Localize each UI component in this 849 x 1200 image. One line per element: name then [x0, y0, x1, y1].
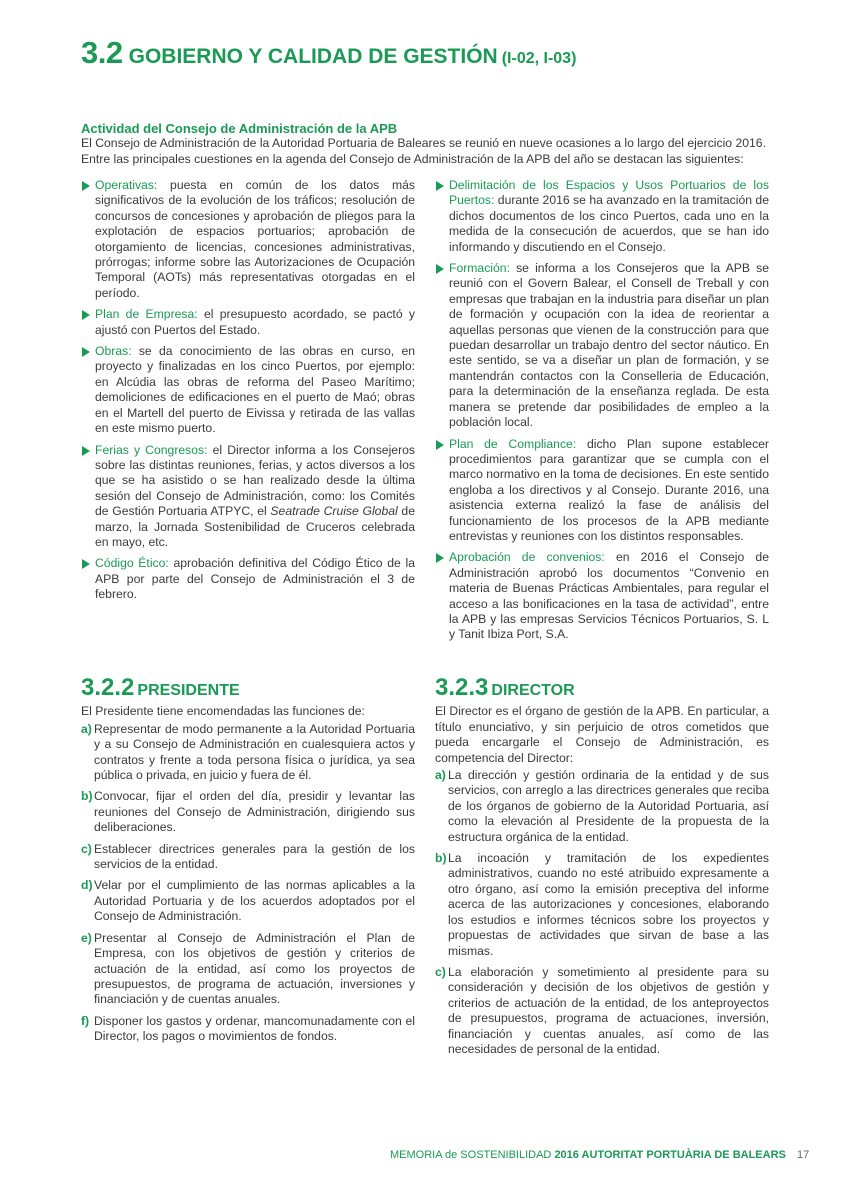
- item-text: de marzo, la Jornada Sostenibilidad de Cruceros celebrada en mayo, etc.: [95, 504, 415, 549]
- item-term: Formación:: [449, 261, 510, 276]
- item-text: durante 2016 se ha avanzado en la tramitación de dichos documentos de los cinco Puertos, cada uno en la medida de la consecución de acuerdos, que se han ido informando y discutiendo en el Consejo.: [449, 193, 769, 254]
- item-text: puesta en común de los datos más significativos de la evolución de los tráficos; resolución de concursos de concesiones y aprobación de pliegos para la explotación de espacios portuarios; aprobación de otorgamiento de licencias, concesiones administrativas, prórrogas; informe sobre las Autorizaciones de Ocupación Temporal (AOTs) más representativas otorgadas en el período.: [95, 178, 415, 300]
- presidente-section: [81, 674, 415, 1051]
- item-text: Velar por el cumplimiento de las normas aplicables a la Autoridad Portuaria y de los acuerdos adoptados por el Consejo de Administración.: [94, 878, 415, 924]
- presidente-title: PRESIDENTE: [137, 682, 240, 699]
- list-item: [81, 789, 415, 835]
- list-item: [81, 878, 415, 924]
- item-text: en 2016 el Consejo de Administración aprobó los documentos “Convenio en materia de Buenas Prácticas Ambientales, para regular el acceso a las bonificaciones en la tasa de actividad”, entre la APB y las empresas Servicios Técnicos Portuarios, S. L y Tanit Ibiza Port, S.A.: [449, 550, 769, 642]
- page-number: 17: [797, 1149, 810, 1161]
- item-text: La elaboración y sometimiento al presidente para su consideración y decisión de los objetivos de gestión y criterios de actuación de la entidad, de los anteproyectos de presupuestos, programa de actuaciones, inversión, financiación y cuentas anuales, así como de las necesidades de personal de la entidad.: [448, 964, 769, 1056]
- presidente-number: 3.2.2: [81, 674, 135, 701]
- footer-memoria: MEMORIA de SOSTENIBILIDAD: [390, 1149, 552, 1161]
- item-text: se informa a los Consejeros que la APB se reunió con el Govern Balear, el Consell de Treball y con empresas que trabajan en la industria para diseñar un plan de formación y ocupación con la idea de reorientar a aquellas personas que vienen de la construcción para que puedan desarrollar un trabajo dentro del sector náutico. En este sentido, se va a diseñar un plan de formación, y se mantendrán contactos con la Conselleria de Educación, para la determinación de la enseñanza reglada. De esta manera se pretende dar posibilidades de empleo a la población local.: [449, 261, 769, 430]
- consejo-intro: El Consejo de Administración de la Autoridad Portuaria de Baleares se reunió en nueve ocasiones a lo largo del ejercicio 2016. Entre las principales cuestiones en la agenda del Consejo de Administración de la APB del año se destacan las siguientes:: [81, 136, 766, 166]
- triangle-bullet-icon: [82, 446, 90, 456]
- triangle-bullet-icon: [436, 440, 444, 450]
- list-item: [81, 842, 415, 873]
- item-italic: Seatrade Cruise Global: [270, 504, 398, 519]
- page-footer: [390, 1149, 820, 1161]
- section-codes: (I-02, I-03): [501, 50, 577, 67]
- section-title: GOBIERNO Y CALIDAD DE GESTIÓN: [128, 45, 498, 68]
- list-item: [81, 443, 415, 551]
- item-label: f): [81, 1013, 90, 1028]
- item-term: Plan de Empresa:: [95, 307, 198, 322]
- item-text: aprobación definitiva del Código Ético de la APB por parte del Consejo de Administración el 3 de febrero.: [95, 556, 415, 602]
- consejo-left-list: [81, 178, 415, 603]
- list-item: [81, 1014, 415, 1045]
- item-text: La dirección y gestión ordinaria de la entidad y de sus servicios, con arreglo a las directrices generales que reciba de los órganos de gobierno de la Autoridad Portuaria, así como la elevación al Presidente de la propuesta de la estructura orgánica de la entidad.: [448, 768, 769, 844]
- triangle-bullet-icon: [436, 553, 444, 563]
- list-item: [435, 851, 769, 959]
- item-text: Convocar, fijar el orden del día, presidir y levantar las reuniones del Consejo de Administración, dirigiendo sus deliberaciones.: [94, 789, 415, 835]
- triangle-bullet-icon: [436, 264, 444, 274]
- item-text: Presentar al Consejo de Administración el Plan de Empresa, con los objetivos de gestión y criterios de actuación de la entidad, así como los proyectos de presupuestos, de programa de actuación, inversiones y financiación y de cuentas anuales.: [94, 930, 415, 1007]
- item-label: e): [81, 930, 92, 945]
- consejo-right-list: [435, 178, 769, 643]
- presidente-list: [81, 722, 415, 1045]
- list-item: [435, 768, 769, 845]
- list-item: [81, 722, 415, 784]
- item-text: el presupuesto acordado, se pactó y ajustó con Puertos del Estado.: [95, 307, 415, 337]
- consejo-heading: Actividad del Consejo de Administración de la APB: [81, 121, 398, 136]
- presidente-intro: El Presidente tiene encomendadas las funciones de:: [81, 704, 365, 719]
- footer-org: 2016 AUTORITAT PORTUÀRIA DE BALEARS: [554, 1149, 786, 1161]
- director-section: [435, 674, 769, 1063]
- director-number: 3.2.3: [435, 674, 489, 701]
- director-list: [435, 768, 769, 1057]
- section-number: 3.2: [81, 35, 123, 70]
- list-item: [81, 178, 415, 301]
- item-label: b): [81, 789, 93, 804]
- item-label: c): [81, 841, 92, 856]
- item-term: Delimitación de los Espacios y Usos Portuarios de los Puertos:: [449, 178, 769, 208]
- item-label: d): [81, 878, 93, 893]
- list-item: [435, 437, 769, 545]
- item-label: a): [81, 721, 92, 736]
- item-term: Código Ético:: [95, 556, 169, 571]
- page-title: [81, 34, 576, 71]
- item-term: Ferias y Congresos:: [95, 442, 208, 457]
- triangle-bullet-icon: [82, 559, 90, 569]
- item-term: Plan de Compliance:: [449, 436, 577, 451]
- list-item: [81, 556, 415, 602]
- consejo-intro-block: [81, 121, 769, 167]
- triangle-bullet-icon: [82, 181, 90, 191]
- item-text: se da conocimiento de las obras en curso, en proyecto y finalizadas en los cinco Puertos, por ejemplo: en Alcúdia las obras de reforma del Paseo Marítimo; demoliciones de edificaciones en el puerto de Maó; obras en el Martell del puerto de Eivissa y retirada de las vallas en este mismo puerto.: [95, 344, 415, 436]
- item-label: c): [435, 964, 446, 979]
- item-text: el Director informa a los Consejeros sobre las distintas reuniones, ferias, y actos diversos a los que se ha asistido o se han realizado desde la última sesión del Consejo de Administración, como: los Comités de Gestión Portuaria ATPYC, el: [95, 442, 415, 519]
- item-text: Representar de modo permanente a la Autoridad Portuaria y a su Consejo de Administración en cualesquiera actos y contratos y frente a toda persona física o jurídica, ya sea pública o privada, en juicio y fuera de él.: [94, 721, 415, 783]
- list-item: [435, 178, 769, 255]
- item-text: Disponer los gastos y ordenar, mancomunadamente con el Director, los pagos o movimientos de fondos.: [94, 1013, 415, 1044]
- list-item: [81, 344, 415, 436]
- item-text: La incoación y tramitación de los expedientes administrativos, cuando no esté atribuido expresamente a otro órgano, así como la emisión preceptiva del informe acerca de las autorizaciones y concesiones, elaborando los estudios e informes técnicos sobre los proyectos y propuestas de actividades que sirvan de base a las mismas.: [448, 851, 769, 958]
- list-item: [81, 931, 415, 1008]
- item-term: Obras:: [95, 344, 132, 359]
- list-item: [435, 550, 769, 642]
- presidente-heading: [81, 674, 415, 701]
- item-term: Aprobación de convenios:: [449, 550, 605, 565]
- item-text: Establecer directrices generales para la gestión de los servicios de la entidad.: [94, 841, 415, 872]
- item-label: b): [435, 851, 447, 866]
- director-intro: El Director es el órgano de gestión de la APB. En particular, a título enunciativo, y sin perjuicio de otros cometidos que pueda encargarle el Consejo de Administración, es competencia del Director:: [435, 704, 769, 765]
- list-item: [435, 965, 769, 1057]
- list-item: [435, 261, 769, 430]
- director-heading: [435, 674, 769, 701]
- triangle-bullet-icon: [82, 310, 90, 320]
- triangle-bullet-icon: [82, 347, 90, 357]
- item-label: a): [435, 768, 446, 783]
- list-item: [81, 307, 415, 338]
- item-text: dicho Plan supone establecer procedimientos para garantizar que se cumpla con el marco normativo en la toma de decisiones. En este sentido engloba a los directivos y al Consejo. Durante 2016, una asistencia externa realizó la fase de análisis del funcionamiento de los procesos de la APB mediante entrevistas y reuniones con los distintos responsables.: [449, 436, 769, 543]
- consejo-right-column: [435, 178, 769, 649]
- director-title: DIRECTOR: [491, 682, 575, 699]
- consejo-left-column: [81, 178, 415, 609]
- triangle-bullet-icon: [436, 181, 444, 191]
- item-term: Operativas:: [95, 178, 158, 192]
